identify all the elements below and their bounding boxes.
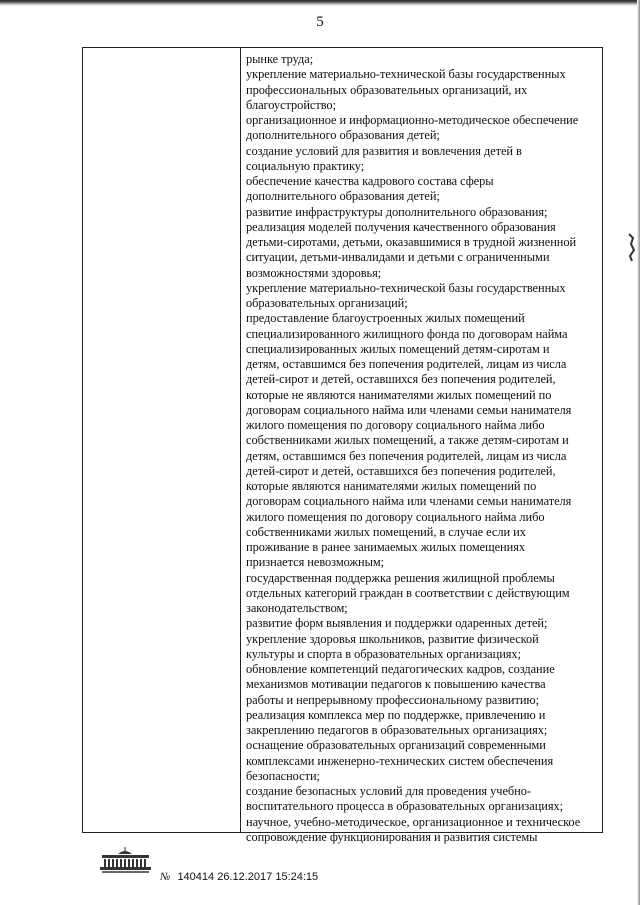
text-line: безопасности; xyxy=(246,768,320,783)
text-line: создание безопасных условий для проведения учебно- xyxy=(246,784,531,798)
text-line: укрепление материально-технической базы государственных xyxy=(246,67,566,82)
table-cell-content xyxy=(246,52,596,845)
text-line: специализированного жилищного фонда по договорам найма xyxy=(246,326,568,341)
text-line: жилого помещения по договору социального найма либо xyxy=(246,418,545,432)
text-line: жилого помещения по договору социального найма либо xyxy=(246,509,545,524)
text-line: научное, учебно-методическое, организационное и техническое xyxy=(246,814,581,829)
text-line: договорам социального найма или членами семьи нанимателя xyxy=(246,494,572,509)
text-line: ситуации, детьми-инвалидами и детьми с ограниченными xyxy=(246,250,550,265)
text-line: специализированных жилых помещений детям-сиротам и xyxy=(246,341,550,356)
text-line: дополнительного образования детей; xyxy=(246,189,440,204)
document-stamp xyxy=(160,871,318,883)
text-line: отдельных категорий граждан в соответствии с действующим xyxy=(246,585,570,600)
text-line: воспитательного процесса в образовательных организациях; xyxy=(246,799,564,814)
scan-edge-top xyxy=(0,0,640,6)
text-line: сопровождение функционирования и развития системы xyxy=(246,829,538,844)
text-line: социальную практику; xyxy=(246,158,365,173)
text-line: реализация комплекса мер по поддержке, привлечению и xyxy=(246,707,546,722)
text-line: обновление компетенций педагогических кадров, создание xyxy=(246,662,555,676)
text-line: развитие форм выявления и поддержки одаренных детей; xyxy=(246,616,548,631)
text-line: предоставление благоустроенных жилых помещений xyxy=(246,311,525,326)
text-line: укрепление здоровья школьников, развитие физической xyxy=(246,631,539,646)
text-line: механизмов мотивации педагогов к повышению качества xyxy=(246,677,546,692)
text-line: закреплению педагогов в образовательных организациях; xyxy=(246,723,548,737)
text-line: детям, оставшимся без попечения родителей, лицам из числа xyxy=(246,448,567,463)
registry-logo-icon xyxy=(98,846,153,874)
text-line: собственниками жилых помещений, а также детям-сиротам и xyxy=(246,433,569,448)
text-line: обеспечение качества кадрового состава сферы xyxy=(246,174,494,188)
text-line: возможностями здоровья; xyxy=(246,265,382,280)
text-line: оснащение образовательных организаций современными xyxy=(246,738,546,753)
text-line: реализация моделей получения качественного образования xyxy=(246,219,556,234)
sig-mark: № xyxy=(160,871,171,883)
text-line: законодательством; xyxy=(246,601,348,615)
text-line: дополнительного образования детей; xyxy=(246,128,440,143)
text-line: которые не являются нанимателями жилых помещений по xyxy=(246,387,552,402)
text-line: детей-сирот и детей, оставшихся без попечения родителей, xyxy=(246,372,556,387)
text-line: организационное и информационно-методическое обеспечение xyxy=(246,113,579,127)
text-line: комплексами инженерно-технических систем обеспечения xyxy=(246,753,554,768)
text-line: рынке труда; xyxy=(246,52,314,66)
text-line: работы и непрерывному профессиональному развитию; xyxy=(246,692,539,707)
doc-number: 140414 xyxy=(177,871,215,883)
page-number: 5 xyxy=(316,14,324,30)
text-line: развитие инфраструктуры дополнительного образования; xyxy=(246,204,548,219)
text-line: проживание в ранее занимаемых жилых помещениях xyxy=(246,540,526,554)
text-line: признается невозможным; xyxy=(246,555,385,570)
text-line: образовательных организаций; xyxy=(246,296,408,310)
text-line: детям, оставшимся без попечения родителей, лицам из числа xyxy=(246,357,567,371)
doc-datetime: 26.12.2017 15:24:15 xyxy=(217,871,319,883)
scan-margin-mark xyxy=(626,232,636,262)
text-line: которые являются нанимателями жилых помещений по xyxy=(246,479,537,493)
column-divider xyxy=(240,48,241,832)
text-line: профессиональных образовательных организаций, их xyxy=(246,82,528,97)
text-line: государственная поддержка решения жилищной проблемы xyxy=(246,570,555,585)
text-line: создание условий для развития и вовлечения детей в xyxy=(246,143,522,158)
document-table xyxy=(82,47,603,844)
text-line: благоустройство; xyxy=(246,97,336,112)
text-line: детьми-сиротами, детьми, оказавшимися в трудной жизненной xyxy=(246,235,577,249)
text-line: собственниками жилых помещений, в случае если их xyxy=(246,524,526,539)
text-line: культуры и спорта в образовательных организациях; xyxy=(246,646,521,661)
text-line: укрепление материально-технической базы государственных xyxy=(246,280,566,295)
text-line: детей-сирот и детей, оставшихся без попечения родителей, xyxy=(246,463,556,478)
text-line: договорам социального найма или членами семьи нанимателя xyxy=(246,402,572,417)
